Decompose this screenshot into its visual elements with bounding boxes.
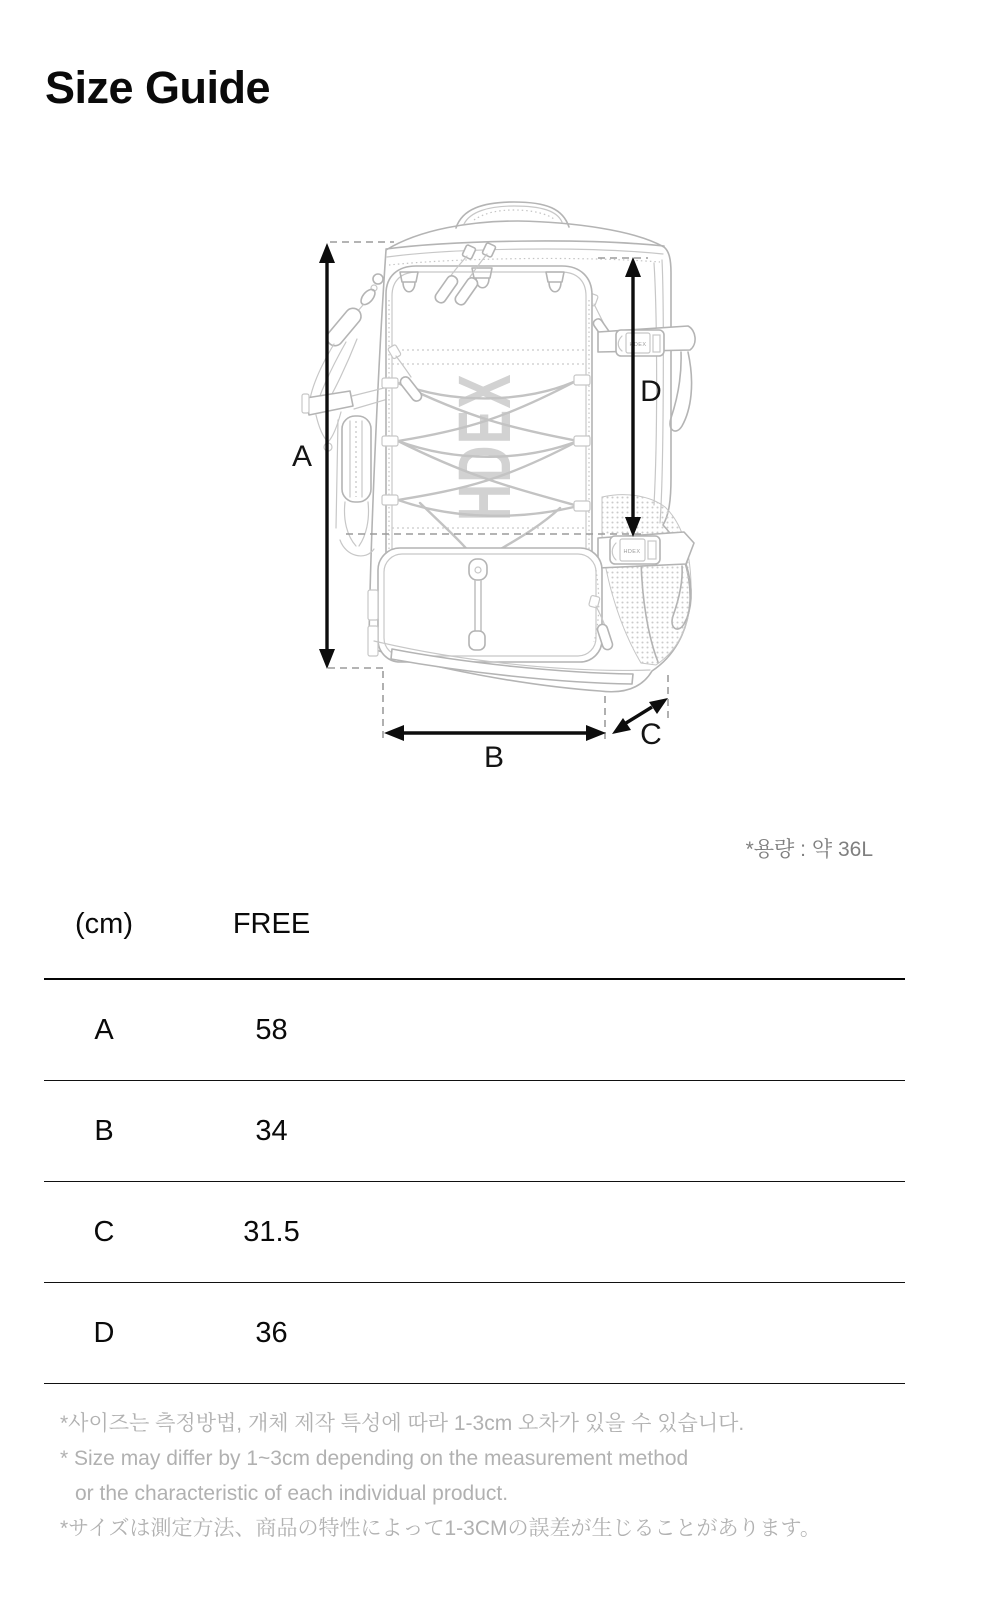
backpack-illustration xyxy=(280,190,720,775)
dimension-label-c: C xyxy=(640,718,662,751)
size-table xyxy=(44,870,905,1384)
table-row xyxy=(44,1181,905,1282)
size-value-cell: 58 xyxy=(255,1013,288,1046)
table-row xyxy=(44,1282,905,1384)
size-label-cell: A xyxy=(94,1013,114,1046)
backpack-diagram xyxy=(280,190,720,775)
dimension-label-b: B xyxy=(483,741,505,774)
dimension-arrow-b xyxy=(384,725,606,774)
buckle-brand-label: HDEX xyxy=(623,549,641,555)
size-label-cell: D xyxy=(93,1316,115,1349)
size-label-cell: B xyxy=(94,1114,114,1147)
footnote-english-line2: or the characteristic of each individual product. xyxy=(75,1482,509,1505)
size-table-header-row xyxy=(44,870,905,978)
side-release-buckle xyxy=(616,330,664,356)
footnotes xyxy=(60,1406,821,1546)
side-webbing xyxy=(336,416,374,556)
footnote-english-line1: * Size may differ by 1~3cm depending on the measurement method xyxy=(60,1447,689,1470)
dimension-arrow-a xyxy=(292,243,335,669)
table-row xyxy=(44,978,905,1080)
footnote-korean: *사이즈는 측정방법, 개체 제작 특성에 따라 1-3cm 오차가 있을 수 있습니다. xyxy=(60,1412,745,1435)
size-value-cell: 36 xyxy=(255,1316,288,1349)
carabiner-clip-icon xyxy=(358,287,377,307)
size-label-cell: C xyxy=(93,1215,115,1248)
footnote-japanese: *サイズは測定方法、商品の特性によって1-3CMの誤差が生じることがあります。 xyxy=(60,1517,821,1540)
size-value-cell: 31.5 xyxy=(243,1215,300,1248)
dimension-arrow-c xyxy=(612,698,668,751)
buckle-brand-label: HDEX xyxy=(629,342,647,348)
size-value-cell: 34 xyxy=(255,1114,288,1147)
page-title: Size Guide xyxy=(45,62,271,113)
brand-watermark: HDEX xyxy=(443,307,526,521)
table-row xyxy=(44,1080,905,1181)
waist-buckle xyxy=(610,536,660,564)
dimension-label-a: A xyxy=(291,440,313,473)
size-column-header: FREE xyxy=(232,907,311,940)
dimension-label-d: D xyxy=(640,375,662,408)
bottom-pocket xyxy=(368,548,614,662)
unit-header: (cm) xyxy=(75,907,133,940)
capacity-note: *용량 : 약 36L xyxy=(745,838,873,861)
